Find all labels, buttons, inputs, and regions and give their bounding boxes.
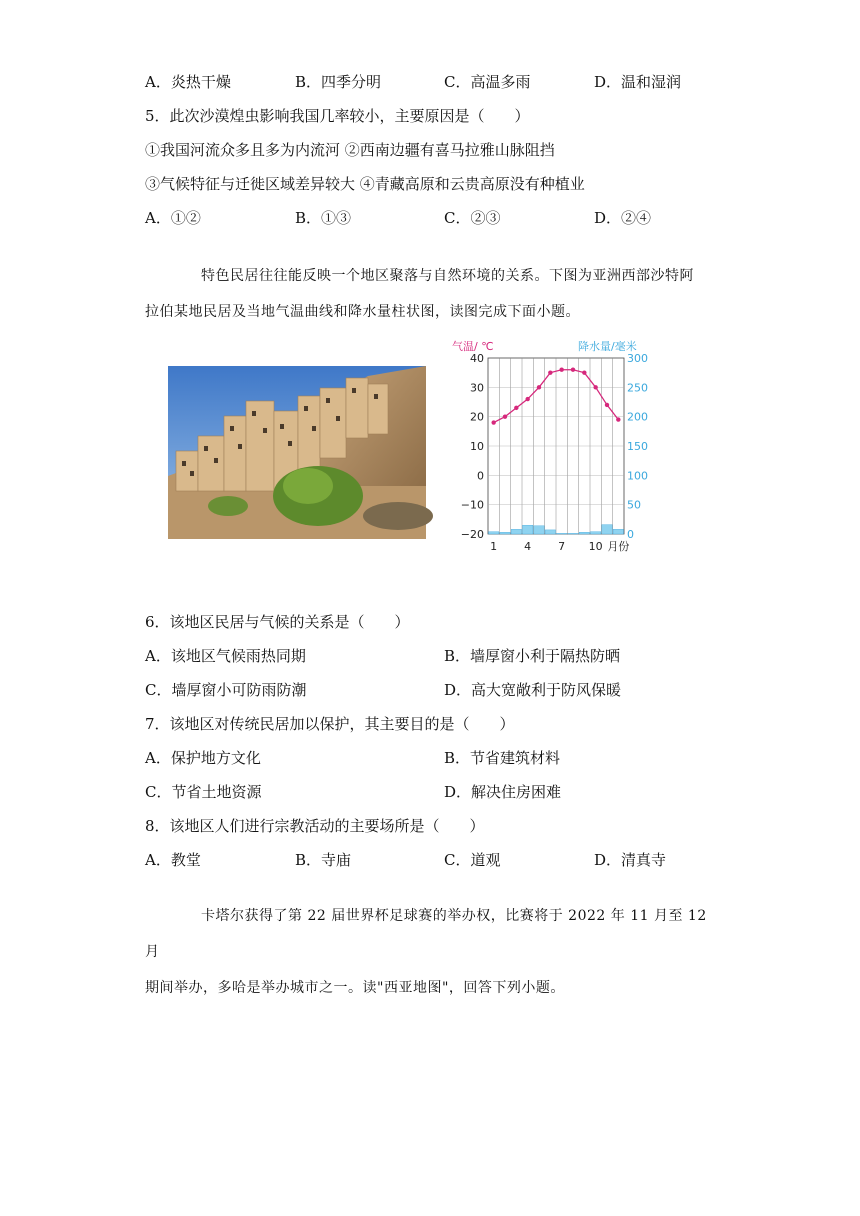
precip-tick-label: 200 (627, 410, 648, 424)
q8-stem: 8．该地区人们进行宗教活动的主要场所是（ ） (145, 817, 485, 835)
temp-tick-label: 40 (470, 352, 484, 365)
precip-bar (579, 532, 589, 534)
temperature-point (593, 385, 597, 389)
q5-statement-1: ①我国河流众多且多为内流河 ②西南边疆有喜马拉雅山脉阻挡 (145, 141, 555, 159)
precip-bar (557, 533, 567, 534)
q6-option-d[interactable]: D．高大宽敞利于防风保暖 (444, 681, 622, 699)
temperature-point (525, 397, 529, 401)
climate-chart (440, 336, 648, 566)
month-tick-label: 4 (524, 540, 532, 553)
passage-qatar-line2: 期间举办，多哈是举办城市之一。读"西亚地图"，回答下列小题。 (145, 980, 565, 996)
q6-stem: 6．该地区民居与气候的关系是（ ） (145, 613, 410, 631)
precip-bar (613, 529, 623, 534)
q5-option-a[interactable]: A．①② (145, 209, 201, 227)
month-tick-label: 7 (558, 540, 566, 553)
month-tick-label: 10 (588, 540, 603, 553)
temperature-point (616, 417, 620, 421)
q4-option-b[interactable]: B．四季分明 (295, 73, 382, 91)
q7-stem: 7．该地区对传统民居加以保护，其主要目的是（ ） (145, 715, 515, 733)
q4-option-d[interactable]: D．温和湿润 (594, 73, 682, 91)
temperature-point (491, 420, 495, 424)
temperature-point (503, 414, 507, 418)
precip-bar (523, 525, 533, 534)
q8-option-b[interactable]: B．寺庙 (295, 851, 352, 869)
precip-tick-label: 0 (627, 528, 634, 541)
temp-tick-label: −20 (460, 528, 484, 541)
q5-statement-2: ③气候特征与迁徙区域差异较大 ④青藏高原和云贵高原没有种植业 (145, 175, 585, 193)
precip-tick-label: 150 (627, 440, 648, 453)
passage-housing-line2: 拉伯某地民居及当地气温曲线和降水量柱状图，读图完成下面小题。 (145, 304, 580, 320)
precip-tick-label: 250 (627, 381, 648, 395)
temperature-point (537, 385, 541, 389)
q8-option-a[interactable]: A．教堂 (145, 851, 201, 869)
q6-option-b[interactable]: B．墙厚窗小利于隔热防晒 (444, 647, 621, 665)
precip-bar (545, 530, 555, 534)
precip-axis-label: 降水量/毫米 (578, 340, 637, 353)
temperature-point (559, 368, 563, 372)
temp-tick-label: 20 (470, 410, 484, 424)
precip-tick-label: 100 (627, 469, 648, 483)
precip-bar (591, 532, 601, 534)
precip-bar (500, 532, 510, 534)
q7-option-c[interactable]: C．节省土地资源 (145, 783, 262, 801)
q7-option-b[interactable]: B．节省建筑材料 (444, 749, 561, 767)
temperature-point (582, 370, 586, 374)
q4-option-c[interactable]: C．高温多雨 (444, 73, 531, 91)
dwelling-photo (168, 366, 426, 539)
precip-bar (568, 533, 578, 534)
q5-option-c[interactable]: C．②③ (444, 209, 501, 227)
x-axis-label: 月份 (607, 540, 630, 553)
precip-bar (534, 526, 544, 534)
temperature-point (571, 368, 575, 372)
passage-qatar-line1: 卡塔尔获得了第 22 届世界杯足球赛的举办权，比赛将于 2022 年 11 月至 12 月 (145, 908, 707, 960)
q6-option-c[interactable]: C．墙厚窗小可防雨防潮 (145, 681, 307, 699)
q7-option-d[interactable]: D．解决住房困难 (444, 783, 562, 801)
temp-axis-label: 气温/ ℃ (452, 340, 494, 353)
temperature-point (605, 403, 609, 407)
q5-option-b[interactable]: B．①③ (295, 209, 352, 227)
q5-option-d[interactable]: D．②④ (594, 209, 652, 227)
q6-option-a[interactable]: A．该地区气候雨热同期 (145, 647, 306, 665)
passage-qatar (145, 898, 725, 1006)
temperature-point (548, 370, 552, 374)
temp-tick-label: 30 (470, 381, 484, 395)
precip-tick-label: 300 (627, 352, 648, 365)
q8-option-c[interactable]: C．道观 (444, 851, 501, 869)
passage-housing-line1: 特色民居往往能反映一个地区聚落与自然环境的关系。下图为亚洲西部沙特阿 (201, 268, 694, 284)
q8-option-d[interactable]: D．清真寺 (594, 851, 667, 869)
temperature-point (514, 406, 518, 410)
q4-option-a[interactable]: A．炎热干燥 (145, 73, 231, 91)
q7-option-a[interactable]: A．保护地方文化 (145, 749, 261, 767)
precip-bar (489, 532, 499, 534)
temp-tick-label: −10 (460, 498, 484, 512)
month-tick-label: 1 (490, 540, 498, 553)
precip-bar (511, 529, 521, 534)
precip-bar (602, 525, 612, 534)
q5-stem: 5．此次沙漠煌虫影响我国几率较小，主要原因是（ ） (145, 107, 530, 125)
temp-tick-label: 10 (470, 440, 484, 453)
precip-tick-label: 50 (627, 498, 641, 512)
climate-chart-svg (440, 336, 648, 566)
passage-housing (145, 258, 725, 330)
temp-tick-label: 0 (477, 469, 484, 483)
